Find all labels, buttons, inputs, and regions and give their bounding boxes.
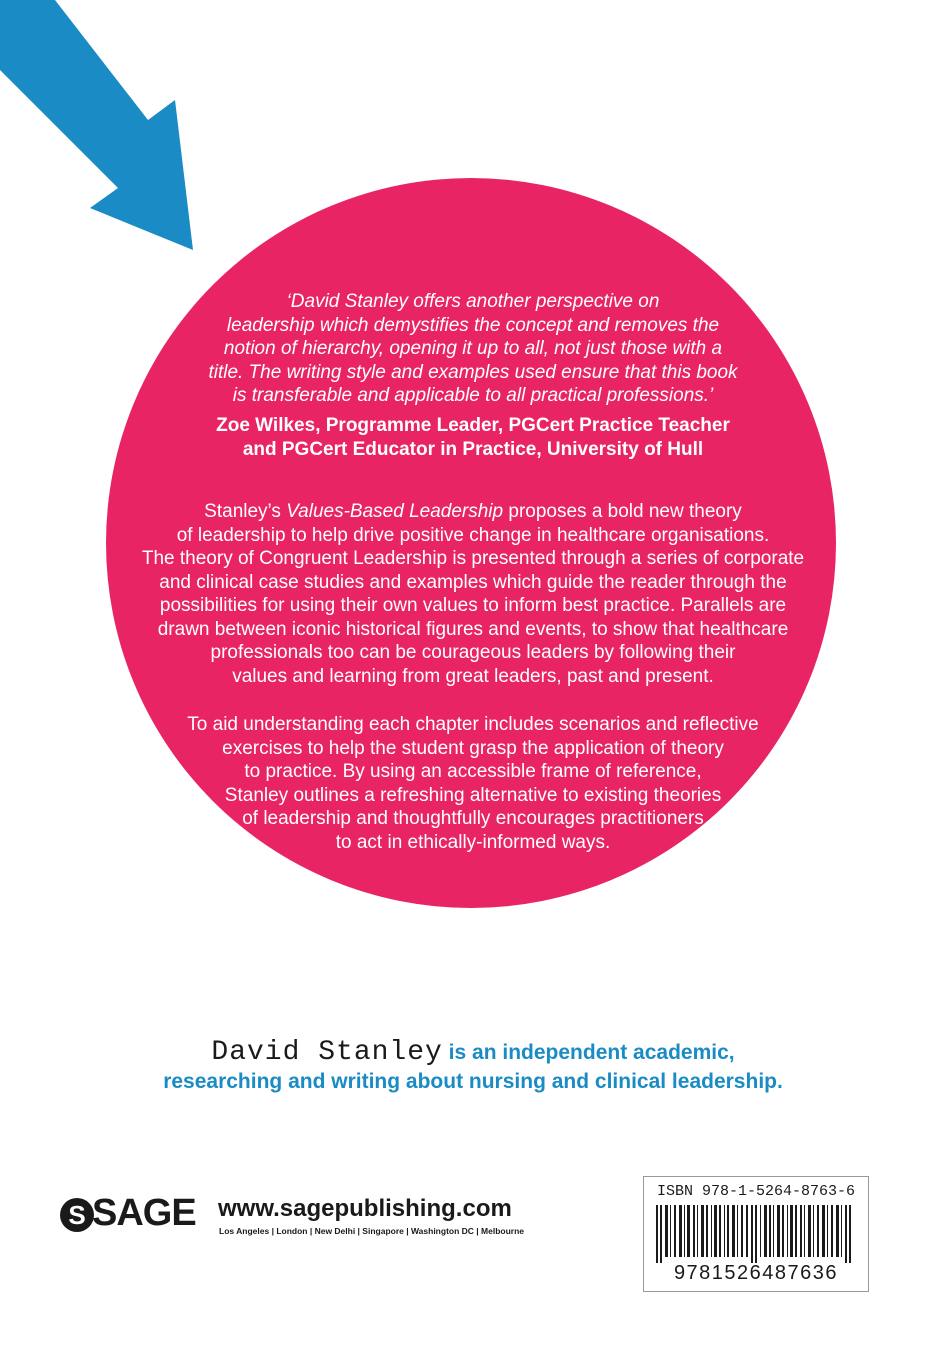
description-line: to practice. By using an accessible frame of reference, <box>244 761 702 782</box>
description-line: of leadership to help drive positive change in healthcare organisations. <box>176 524 770 546</box>
author-bio-line <box>0 1038 946 1067</box>
publisher-logo <box>60 1190 540 1250</box>
description-line: Stanley outlines a refreshing alternative to existing theories <box>224 784 722 806</box>
description-line: of leadership and thoughtfully encourages practitioners <box>242 808 704 829</box>
isbn-label: ISBN 978-1-5264-8763-6 <box>656 1183 856 1200</box>
text-span: Stanley’s <box>204 501 287 522</box>
barcode-number: 9781526487636 <box>673 1262 839 1284</box>
quote-line: ‘David Stanley offers another perspective on <box>286 291 660 312</box>
barcode-panel <box>643 1176 869 1292</box>
description-line: possibilities for using their own values to inform best practice. Parallels are <box>159 595 787 616</box>
description-line: values and learning from great leaders, past and present. <box>232 665 714 687</box>
text-span: proposes a bold new theory <box>503 501 742 522</box>
publisher-name: SAGE <box>92 1192 196 1234</box>
description-line: drawn between iconic historical figures and events, to show that healthcare <box>157 618 789 640</box>
review-quote <box>0 290 946 408</box>
publisher-cities: Los Angeles | London | New Delhi | Singapore | Washington DC | Melbourne <box>219 1226 524 1236</box>
quote-line: is transferable and applicable to all practical professions.’ <box>232 385 714 406</box>
publisher-url: www.sagepublishing.com <box>218 1195 512 1222</box>
quote-attribution <box>0 414 946 461</box>
arrow-icon <box>0 0 193 250</box>
description-paragraph-1 <box>0 500 946 688</box>
description-line: to act in ethically-informed ways. <box>335 831 611 853</box>
description-line: professionals too can be courageous leaders by following their <box>210 642 736 663</box>
attribution-line: Zoe Wilkes, Programme Leader, PGCert Practice Teacher <box>216 415 730 436</box>
attribution-line: and PGCert Educator in Practice, University of Hull <box>242 438 704 460</box>
quote-line: notion of hierarchy, opening it up to all, not just those with a <box>223 338 723 359</box>
description-line <box>0 500 946 524</box>
author-bio-text: is an independent academic, <box>448 1041 735 1064</box>
arrow-graphic <box>0 0 220 270</box>
sage-logo-icon: S <box>60 1198 94 1232</box>
description-line: exercises to help the student grasp the application of theory <box>222 737 724 759</box>
quote-line: title. The writing style and examples used ensure that this book <box>208 361 738 383</box>
author-bio-line: researching and writing about nursing and clinical leadership. <box>163 1070 783 1093</box>
description-line: and clinical case studies and examples which guide the reader through the <box>159 571 787 593</box>
barcode-icon <box>654 1205 858 1263</box>
description-line: To aid understanding each chapter includes scenarios and reflective <box>187 714 759 735</box>
description-paragraph-2 <box>0 713 946 854</box>
description-line: The theory of Congruent Leadership is presented through a series of corporate <box>141 548 805 569</box>
author-name: David Stanley <box>211 1037 443 1068</box>
quote-line: leadership which demystifies the concept and removes the <box>226 314 720 336</box>
book-title: Values-Based Leadership <box>286 501 504 522</box>
author-bio <box>0 1038 946 1096</box>
